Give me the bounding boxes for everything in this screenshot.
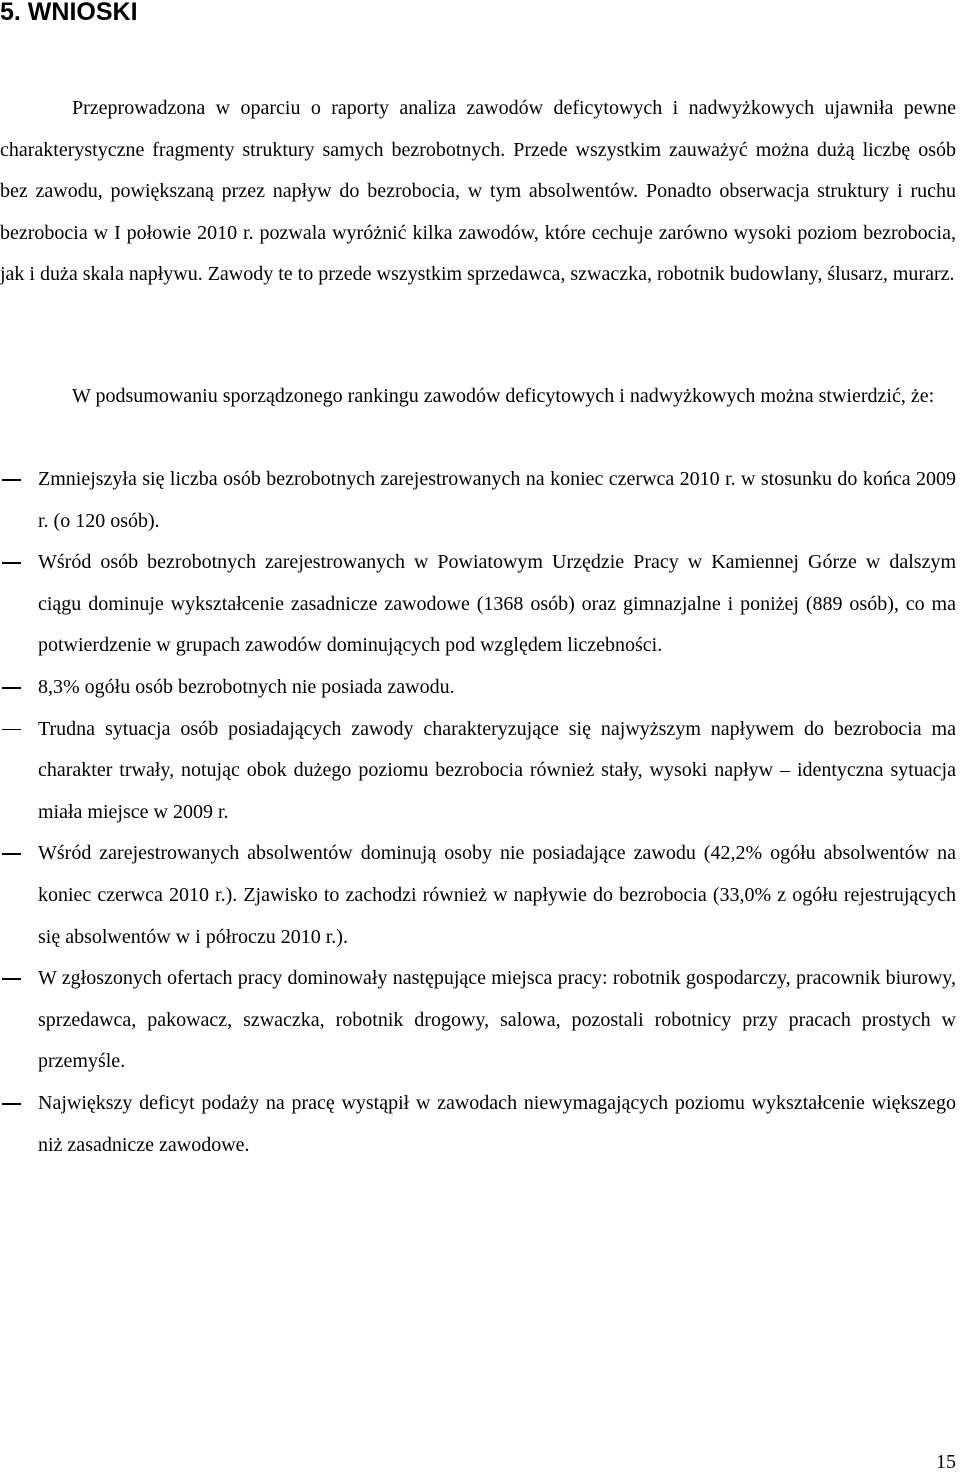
dash-bullet-icon bbox=[2, 1103, 21, 1105]
list-item bbox=[0, 833, 956, 958]
dash-bullet-icon bbox=[2, 479, 21, 481]
dash-bullet-icon bbox=[2, 687, 21, 689]
paragraph-summary-lead: W podsumowaniu sporządzonego rankingu zawodów deficytowych i nadwyżkowych można stwierdzić, że: bbox=[72, 385, 935, 407]
list-item bbox=[0, 1083, 956, 1166]
paragraph-intro: Przeprowadzona w oparciu o raporty analiza zawodów deficytowych i nadwyżkowych ujawniła pewne charakterystyczne fragmenty struktury samych bezrobotnych. Przede wszystkim zauważyć można dużą liczbę osób bez zawodu, powiększaną przez napływ do bezrobocia, w tym absolwentów. Ponadto obserwacja struktury i ruchu bezrobocia w I połowie 2010 r. pozwala wyróżnić kilka zawodów, które cechuje zarówno wysoki poziom bezrobocia, jak i duża skala napływu. Zawody te to przede wszystkim sprzedawca, szwaczka, robotnik budowlany, ślusarz, murarz. bbox=[0, 97, 956, 286]
dash-bullet-icon bbox=[2, 562, 21, 564]
list-item-text: 8,3% ogółu osób bezrobotnych nie posiada zawodu. bbox=[38, 675, 455, 698]
page-number: 15 bbox=[936, 1451, 956, 1473]
list-item-text: Zmniejszyła się liczba osób bezrobotnych zarejestrowanych na koniec czerwca 2010 r. w stosunku do końca 2009 r. (o 120 osób). bbox=[38, 468, 956, 532]
dash-bullet-icon bbox=[2, 978, 21, 980]
list-item-text: Trudna sytuacja osób posiadających zawody charakteryzujące się najwyższym napływem do bezrobocia ma charakter trwały, notując obok dużego poziomu bezrobocia również stały, wysoki napływ – identyczna sytuacja miała miejsce w 2009 r. bbox=[38, 717, 956, 823]
conclusions-list bbox=[0, 459, 956, 1166]
dash-bullet-icon bbox=[2, 729, 21, 731]
list-item bbox=[0, 958, 956, 1083]
list-item bbox=[0, 459, 956, 542]
list-item bbox=[0, 667, 956, 709]
dash-bullet-icon bbox=[2, 853, 21, 855]
list-item-text: Wśród zarejestrowanych absolwentów dominują osoby nie posiadające zawodu (42,2% ogółu absolwentów na koniec czerwca 2010 r.). Zjawisko to zachodzi również w napływie do bezrobocia (33,0% z ogółu rejestrujących się absolwentów w i półroczu 2010 r.). bbox=[38, 842, 956, 948]
list-item-text: Wśród osób bezrobotnych zarejestrowanych w Powiatowym Urzędzie Pracy w Kamiennej Górze w dalszym ciągu dominuje wykształcenie zasadnicze zawodowe (1368 osób) oraz gimnazjalne i poniżej (889 osób), co ma potwierdzenie w grupach zawodów dominujących pod względem liczebności. bbox=[38, 551, 956, 657]
list-item-text: W zgłoszonych ofertach pracy dominowały następujące miejsca pracy: robotnik gospodarczy, pracownik biurowy, sprzedawca, pakowacz, szwaczka, robotnik drogowy, salowa, pozostali robotnicy przy pracach prostych w przemyśle. bbox=[38, 967, 956, 1073]
list-item bbox=[0, 542, 956, 667]
section-heading: 5. WNIOSKI bbox=[0, 0, 138, 26]
list-item-text: Największy deficyt podaży na pracę wystąpił w zawodach niewymagających poziomu wykształcenie większego niż zasadnicze zawodowe. bbox=[38, 1091, 956, 1156]
list-item bbox=[0, 709, 956, 834]
